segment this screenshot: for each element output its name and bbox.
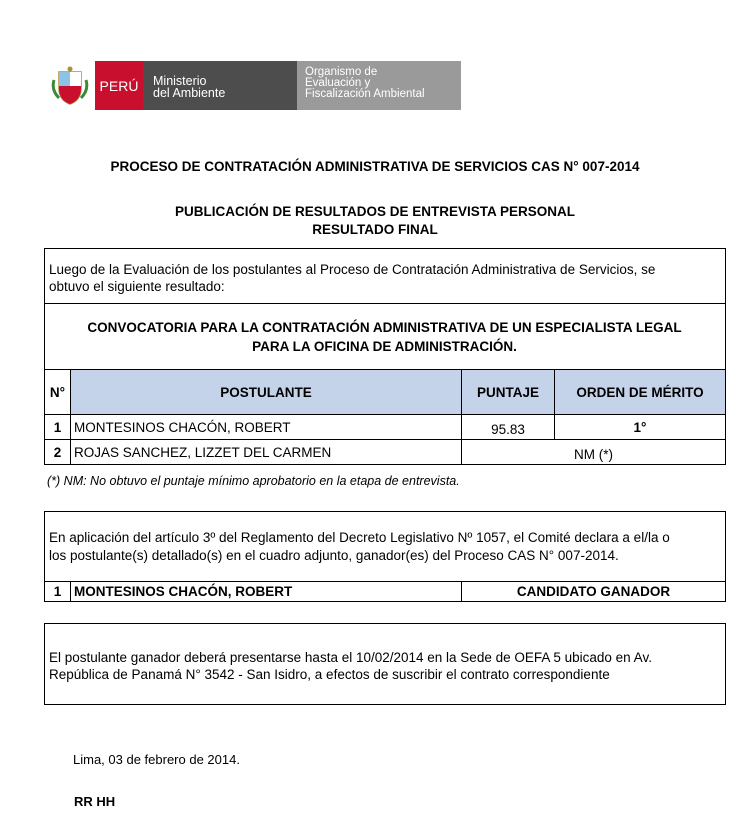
header-order: ORDEN DE MÉRITO	[554, 369, 726, 415]
row-order: 1°	[554, 414, 726, 440]
winner-name: MONTESINOS CHACÓN, ROBERT	[70, 581, 462, 602]
header-applicant: POSTULANTE	[70, 369, 462, 415]
coat-of-arms-icon	[45, 61, 95, 110]
convocatoria-line-2: PARA LA OFICINA DE ADMINISTRACIÓN.	[252, 339, 517, 354]
ministry-label	[143, 61, 297, 110]
logo-banner	[45, 61, 461, 110]
row-score: 95.83	[461, 414, 555, 440]
publication-title: PUBLICACIÓN DE RESULTADOS DE ENTREVISTA PERSONAL	[174, 204, 576, 219]
signature: RR HH	[74, 794, 116, 809]
instructions-box	[44, 623, 726, 705]
winner-status: CANDIDATO GANADOR	[461, 581, 726, 602]
date-line: Lima, 03 de febrero de 2014.	[73, 752, 240, 767]
instructions-line-1: El postulante ganador deberá presentarse hasta el 10/02/2014 en la Sede de OEFA 5 ubicado en Av.	[49, 650, 652, 665]
application-line-2: los postulante(s) detallado(s) en el cuadro adjunto, ganador(es) del Proceso CAS N° 007-2014.	[49, 548, 619, 563]
winner-number: 1	[44, 581, 71, 602]
convocatoria-box	[44, 303, 726, 370]
oefa-label	[297, 61, 461, 110]
process-title: PROCESO DE CONTRATACIÓN ADMINISTRATIVA DE SERVICIOS CAS N° 007-2014	[110, 159, 640, 174]
oefa-line-1: Organismo de	[305, 66, 378, 78]
intro-line-1: Luego de la Evaluación de los postulantes al Proceso de Contratación Administrativa de Servicios, se	[49, 262, 656, 277]
instructions-line-2: República de Panamá N° 3542 - San Isidro, a efectos de suscribir el contrato correspondiente	[49, 667, 610, 682]
ministry-line-2: del Ambiente	[153, 86, 226, 100]
oefa-line-2: Evaluación y	[305, 77, 371, 89]
row-applicant: ROJAS SANCHEZ, LIZZET DEL CARMEN	[70, 439, 462, 465]
nm-footnote: (*) NM: No obtuvo el puntaje mínimo aprobatorio en la etapa de entrevista.	[47, 474, 460, 488]
intro-box	[44, 248, 726, 304]
row-number: 1	[44, 414, 71, 440]
row-number: 2	[44, 439, 71, 465]
convocatoria-line-1: CONVOCATORIA PARA LA CONTRATACIÓN ADMINISTRATIVA DE UN ESPECIALISTA LEGAL	[87, 320, 682, 335]
row-result: NM (*)	[461, 439, 726, 465]
application-line-1: En aplicación del artículo 3º del Reglamento del Decreto Legislativo Nº 1057, el Comité declara a el/la o	[49, 530, 670, 545]
application-box	[44, 511, 726, 582]
header-score: PUNTAJE	[461, 369, 555, 415]
intro-line-2: obtuvo el siguiente resultado:	[49, 279, 225, 294]
final-result-title: RESULTADO FINAL	[312, 222, 438, 237]
header-number: N°	[44, 369, 71, 415]
ministry-line-1: Ministerio	[153, 74, 207, 88]
peru-label: PERÚ	[95, 61, 143, 110]
oefa-line-3: Fiscalización Ambiental	[305, 88, 425, 100]
row-applicant: MONTESINOS CHACÓN, ROBERT	[70, 414, 462, 440]
